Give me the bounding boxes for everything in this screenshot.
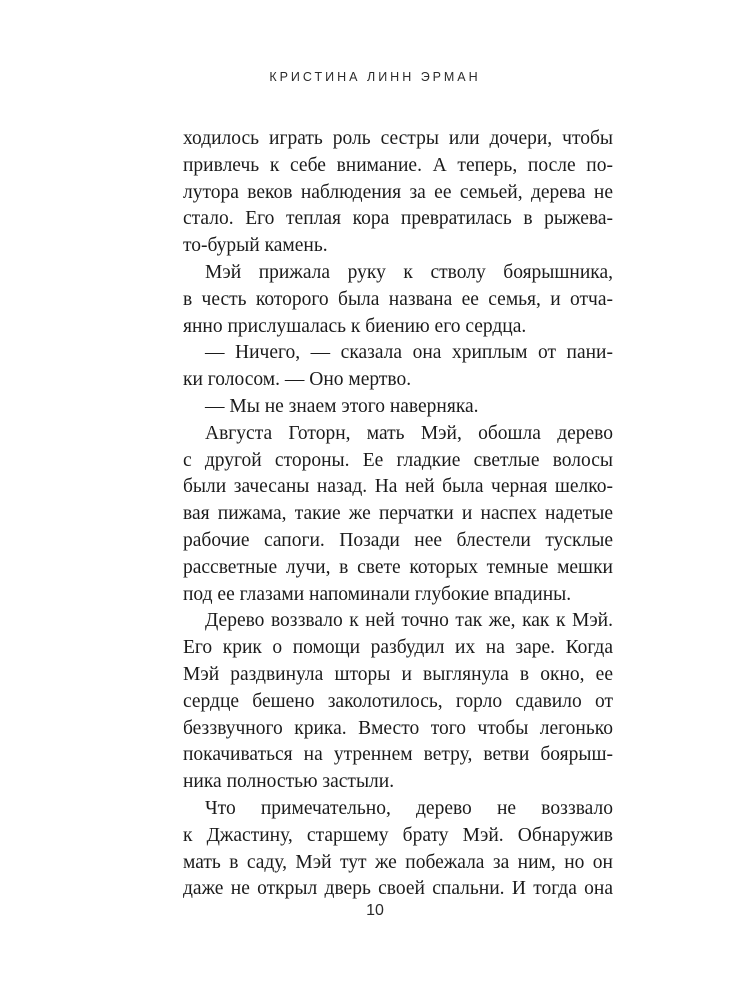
text-line: рабочие сапоги. Позади нее блестели тусклые [183,529,613,551]
text-line: янно прислушалась к биению его сердца. [183,315,527,337]
text-line: к Джастину, старшему брату Мэй. Обнаружив [183,824,613,846]
text-line: под ее глазами напоминали глубокие впадины. [183,583,572,605]
text-line: стало. Его теплая кора превратилась в рыжева- [183,208,613,230]
text-line: мать в саду, Мэй тут же побежала за ним, но он [183,851,613,873]
text-line: Что примечательно, дерево не воззвало [205,797,613,819]
text-line: были зачесаны назад. На ней была черная шелко- [183,476,613,498]
text-line: беззвучного крика. Вместо того чтобы легонько [183,717,613,739]
text-line: Августа Готорн, мать Мэй, обошла дерево [205,422,613,444]
text-line: — Мы не знаем этого наверняка. [205,395,479,417]
text-line: с другой стороны. Ее гладкие светлые волосы [183,449,613,471]
text-line: то-бурый камень. [183,235,328,257]
text-line: рассветные лучи, в свете которых темные мешки [183,556,613,578]
text-line: даже не открыл дверь своей спальни. И тогда она [183,878,613,900]
text-line: Мэй прижала руку к стволу боярышника, [205,261,613,283]
text-line: ника полностью застыли. [183,771,395,793]
text-line: покачиваться на утреннем ветру, ветви боярыш- [183,744,613,766]
text-line: Мэй раздвинула шторы и выглянула в окно, ее [183,663,613,685]
text-line: Его крик о помощи разбудил их на заре. Когда [183,637,613,659]
text-line: лутора веков наблюдения за ее семьей, дерева не [183,181,613,203]
text-line: сердце бешено заколотилось, горло сдавило от [183,690,613,712]
running-head: КРИСТИНА ЛИНН ЭРМАН [269,70,481,84]
text-line: ходилось играть роль сестры или дочери, чтобы [183,128,613,149]
text-line: — Ничего, — сказала она хриплым от пани- [205,342,613,364]
text-line: Дерево воззвало к ней точно так же, как к Мэй. [205,610,613,632]
text-line: вая пижама, такие же перчатки и наспех надетые [183,503,613,525]
page-number: 10 [366,902,384,919]
body-text [183,126,613,903]
text-line: привлечь к себе внимание. А теперь, после по- [183,154,613,176]
text-line: в честь которого была названа ее семья, и отча- [183,288,613,310]
text-line: ки голосом. — Оно мертво. [183,369,412,391]
